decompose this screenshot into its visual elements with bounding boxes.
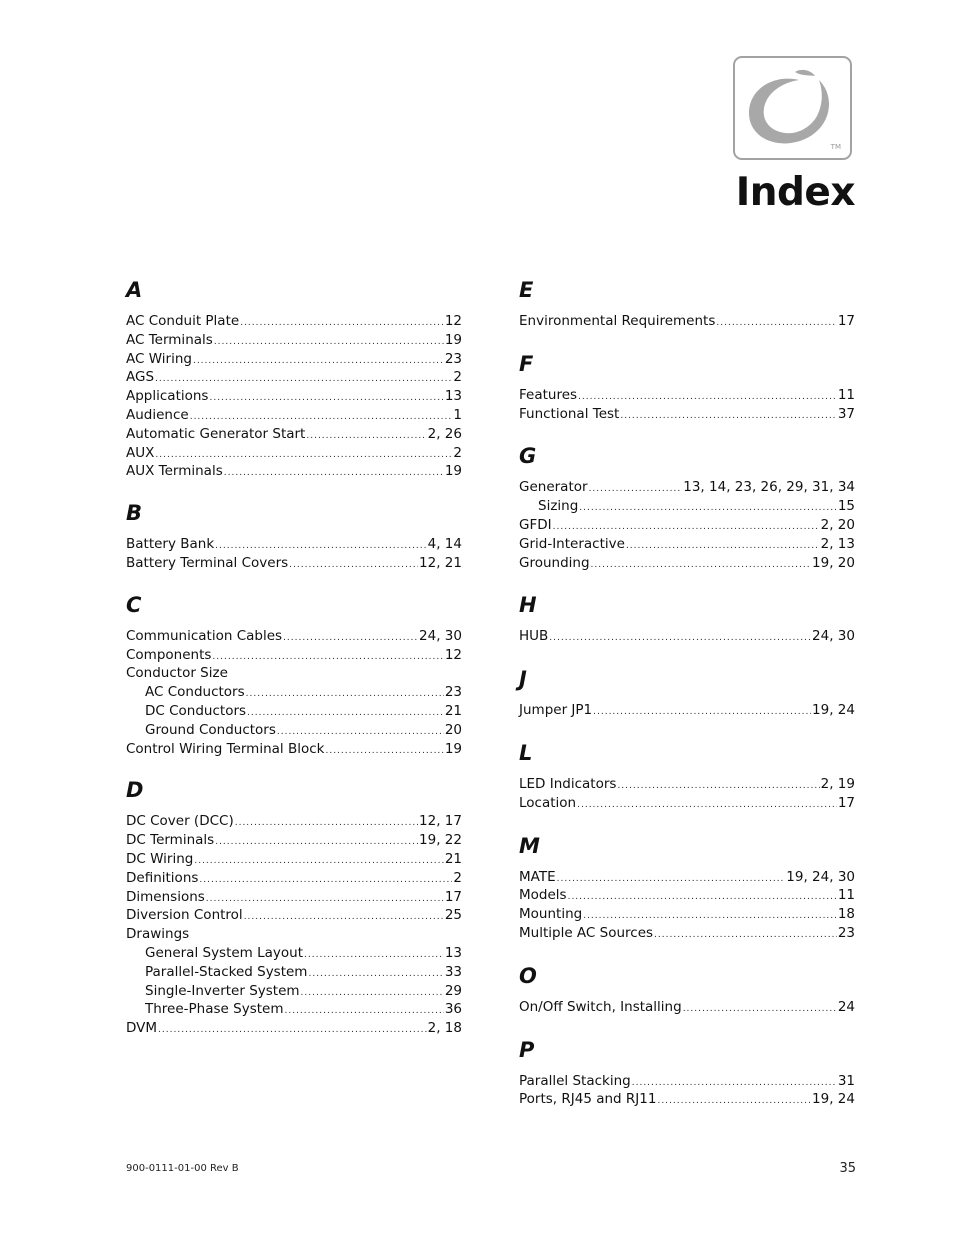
leader-dots (214, 333, 444, 352)
index-section (519, 593, 855, 646)
index-subentry (126, 963, 462, 982)
leader-dots (617, 777, 819, 796)
entry-list (519, 312, 855, 331)
page-title: Index (735, 170, 855, 215)
entry-list (519, 868, 855, 943)
index-section (126, 278, 462, 481)
entry-term: AGS (126, 369, 155, 386)
index-entry (519, 1072, 855, 1091)
leader-dots (557, 870, 786, 889)
leader-dots (620, 407, 836, 426)
leader-dots (549, 629, 811, 648)
index-subentry (126, 702, 462, 721)
entry-list (519, 627, 855, 646)
index-entry (126, 406, 462, 425)
entry-term: MATE (519, 868, 556, 885)
entry-term: Parallel Stacking (519, 1072, 631, 1089)
index-entry (126, 444, 462, 463)
index-section (519, 834, 855, 943)
entry-list (126, 627, 462, 759)
index-entry (126, 535, 462, 554)
index-entry (519, 886, 855, 905)
index-entry (126, 554, 462, 573)
entry-term: General System Layout (145, 944, 304, 961)
entry-term: Functional Test (519, 405, 620, 422)
entry-pages: 24 (837, 998, 855, 1015)
entry-term: Definitions (126, 869, 199, 886)
index-section (519, 741, 855, 813)
entry-pages: 36 (444, 1001, 462, 1018)
leader-dots (308, 965, 443, 984)
index-entry (126, 312, 462, 331)
leader-dots (284, 1002, 443, 1021)
entry-pages: 12 (444, 313, 462, 329)
index-entry (126, 387, 462, 406)
entry-pages: 29 (444, 982, 462, 999)
leader-dots (212, 648, 443, 667)
leader-dots (235, 814, 418, 833)
entry-term: Components (126, 646, 212, 663)
entry-term: DC Cover (DCC) (126, 813, 234, 830)
leader-dots (224, 464, 444, 483)
entry-term: Ports, RJ45 and RJ11 (519, 1091, 657, 1108)
index-section (519, 1038, 855, 1110)
entry-term: Parallel-Stacked System (145, 963, 308, 980)
leader-dots (215, 833, 418, 852)
section-letter: D (126, 778, 144, 803)
leader-dots (194, 852, 443, 871)
entry-list (519, 775, 855, 813)
index-entry (126, 1019, 462, 1038)
entry-list (126, 535, 462, 573)
entry-pages: 31 (837, 1072, 855, 1089)
section-letter: G (519, 444, 537, 469)
entry-pages: 2, 13 (820, 535, 855, 552)
entry-list (519, 1072, 855, 1110)
index-entry (519, 386, 855, 405)
entry-pages: 19, 20 (812, 554, 855, 571)
leader-dots (589, 480, 683, 499)
entry-pages: 12, 21 (419, 554, 462, 571)
entry-pages: 12, 17 (419, 813, 462, 830)
entry-term: Dimensions (126, 888, 205, 905)
entry-pages: 2, 26 (427, 425, 462, 442)
brand-logo (733, 56, 852, 160)
entry-term: Three-Phase System (145, 1001, 284, 1018)
index-entry (519, 868, 855, 887)
entry-term: Mounting (519, 906, 583, 923)
entry-pages: 15 (837, 498, 855, 515)
section-letter: C (126, 592, 142, 617)
index-entry (519, 516, 855, 535)
index-entry (126, 869, 462, 888)
section-letter: J (519, 667, 527, 692)
index-entry (126, 812, 462, 831)
leader-dots (632, 1074, 837, 1093)
entry-pages: 21 (444, 702, 462, 719)
index-entry (519, 312, 855, 331)
leader-dots (654, 926, 837, 945)
index-entry (126, 664, 462, 683)
page-number: 35 (839, 1161, 856, 1176)
index-section (126, 778, 462, 1038)
entry-pages: 2 (453, 444, 462, 461)
entry-term: Applications (126, 388, 209, 405)
leader-dots (568, 888, 837, 907)
entry-pages: 19, 24 (812, 1091, 855, 1108)
entry-list (519, 701, 855, 720)
index-column-right (519, 278, 855, 1109)
entry-term: AUX (126, 444, 155, 461)
index-entry (126, 627, 462, 646)
entry-pages: 20 (444, 721, 462, 738)
entry-pages: 17 (837, 313, 855, 329)
index-entry (519, 701, 855, 720)
leader-dots (209, 389, 443, 408)
trademark-label: TM (830, 143, 841, 151)
section-letter: H (519, 593, 537, 618)
entry-term: Automatic Generator Start (126, 425, 306, 442)
index-section (126, 593, 462, 759)
entry-pages: 23 (444, 350, 462, 367)
index-entry (126, 368, 462, 387)
entry-pages: 23 (444, 684, 462, 701)
index-section (519, 352, 855, 424)
leader-dots (306, 427, 426, 446)
leader-dots (593, 703, 811, 722)
entry-term: Generator (519, 479, 588, 496)
section-letter: E (519, 278, 534, 302)
entry-pages: 2 (453, 869, 462, 886)
index-section (126, 501, 462, 573)
entry-term: Environmental Requirements (519, 313, 716, 329)
index-entry (126, 906, 462, 925)
entry-pages: 24, 30 (419, 627, 462, 644)
entry-pages: 1 (453, 406, 462, 423)
index-entry (519, 998, 855, 1017)
index-entry (519, 794, 855, 813)
leader-dots (579, 499, 837, 518)
entry-pages: 11 (837, 887, 855, 904)
entry-pages: 19, 24, 30 (786, 868, 855, 885)
entry-pages: 19, 24 (812, 702, 855, 719)
entry-pages: 17 (444, 888, 462, 905)
entry-term: Models (519, 887, 567, 904)
entry-pages: 24, 30 (812, 628, 855, 645)
entry-term: AC Wiring (126, 350, 192, 367)
leader-dots (591, 556, 812, 575)
entry-term: Sizing (538, 498, 579, 515)
entry-pages: 17 (837, 794, 855, 811)
index-column-left (126, 278, 462, 1038)
entry-pages: 37 (837, 405, 855, 422)
entry-term: Drawings (126, 926, 190, 943)
index-entry (126, 850, 462, 869)
leader-dots (304, 946, 444, 965)
index-subentry (126, 721, 462, 740)
entry-pages: 19 (444, 740, 462, 757)
index-entry (519, 775, 855, 794)
index-entry (519, 924, 855, 943)
entry-pages: 19, 22 (419, 832, 462, 849)
index-entry (519, 478, 855, 497)
entry-list (519, 386, 855, 424)
index-entry (519, 627, 855, 646)
index-subentry (126, 944, 462, 963)
entry-term: Battery Bank (126, 536, 215, 553)
document-number: 900-0111-01-00 Rev B (126, 1163, 239, 1174)
entry-term: Grid-Interactive (519, 535, 625, 552)
index-entry (126, 350, 462, 369)
leader-dots (247, 704, 444, 723)
entry-pages: 12 (444, 646, 462, 663)
entry-list (126, 812, 462, 1038)
entry-term: Features (519, 386, 578, 403)
entry-term: DC Terminals (126, 832, 215, 849)
entry-term: Jumper JP1 (519, 702, 593, 719)
index-section (519, 278, 855, 331)
entry-term: LED Indicators (519, 775, 617, 792)
entry-term: Grounding (519, 554, 590, 571)
section-letter: F (519, 351, 534, 376)
entry-term: AC Conduit Plate (126, 313, 240, 329)
entry-pages: 33 (444, 963, 462, 980)
leader-dots (577, 796, 837, 815)
entry-pages: 4, 14 (427, 536, 462, 553)
leader-dots (301, 984, 444, 1003)
entry-pages: 25 (444, 907, 462, 924)
entry-term: On/Off Switch, Installing (519, 998, 682, 1015)
leader-dots (240, 314, 444, 333)
index-entry (126, 831, 462, 850)
entry-pages: 23 (837, 924, 855, 941)
entry-term: Audience (126, 406, 189, 423)
entry-pages: 21 (444, 850, 462, 867)
entry-pages: 11 (837, 386, 855, 403)
index-section (519, 964, 855, 1017)
index-subentry (519, 497, 855, 516)
entry-pages: 2 (453, 369, 462, 386)
index-entry (519, 905, 855, 924)
entry-term: Communication Cables (126, 627, 283, 644)
leader-dots (716, 314, 836, 333)
entry-pages: 2, 19 (820, 775, 855, 792)
leader-dots (244, 908, 444, 927)
entry-term: AUX Terminals (126, 463, 223, 480)
entry-term: AC Terminals (126, 331, 213, 348)
entry-term: HUB (519, 628, 549, 645)
entry-pages: 18 (837, 906, 855, 923)
leader-dots (283, 629, 418, 648)
entry-pages: 2, 18 (427, 1020, 462, 1037)
entry-pages: 13, 14, 23, 26, 29, 31, 34 (683, 479, 855, 496)
section-letter: O (519, 963, 537, 988)
section-letter: P (519, 1037, 535, 1062)
index-entry (126, 462, 462, 481)
section-letter: B (126, 501, 143, 526)
entry-term: Multiple AC Sources (519, 924, 654, 941)
leader-dots (325, 742, 443, 761)
entry-term: Single-Inverter System (145, 982, 300, 999)
entry-term: Ground Conductors (145, 721, 276, 738)
entry-pages: 13 (444, 388, 462, 405)
leader-dots (683, 1000, 837, 1019)
entry-list (519, 998, 855, 1017)
index-entry (519, 535, 855, 554)
index-subentry (126, 1000, 462, 1019)
entry-list (126, 312, 462, 481)
entry-term: DVM (126, 1020, 158, 1037)
entry-term: Location (519, 794, 577, 811)
index-section (519, 667, 855, 720)
section-letter: M (519, 833, 540, 858)
index-entry (126, 425, 462, 444)
entry-term: GFDI (519, 516, 552, 533)
entry-term: DC Wiring (126, 850, 194, 867)
section-letter: A (126, 278, 143, 302)
entry-pages: 2, 20 (820, 516, 855, 533)
entry-term: Diversion Control (126, 907, 243, 924)
entry-pages: 19 (444, 331, 462, 348)
index-entry (126, 925, 462, 944)
entry-pages: 13 (444, 944, 462, 961)
index-entry (126, 646, 462, 665)
leader-dots (158, 1021, 427, 1040)
leader-dots (626, 537, 820, 556)
index-entry (519, 554, 855, 573)
index-section (519, 444, 855, 572)
entry-term: DC Conductors (145, 702, 247, 719)
leader-dots (199, 871, 452, 890)
entry-term: Control Wiring Terminal Block (126, 740, 325, 757)
leader-dots (657, 1092, 811, 1111)
index-entry (519, 405, 855, 424)
leader-dots (289, 556, 418, 575)
index-subentry (126, 982, 462, 1001)
entry-pages: 19 (444, 463, 462, 480)
entry-list (519, 478, 855, 572)
entry-term: Conductor Size (126, 665, 228, 682)
index-entry (519, 1090, 855, 1109)
index-subentry (126, 683, 462, 702)
index-entry (126, 331, 462, 350)
entry-term: Battery Terminal Covers (126, 554, 289, 571)
section-letter: L (519, 740, 533, 765)
index-entry (126, 888, 462, 907)
leader-dots (193, 352, 444, 371)
leader-dots (246, 685, 444, 704)
entry-term: AC Conductors (145, 684, 245, 701)
index-entry (126, 740, 462, 759)
